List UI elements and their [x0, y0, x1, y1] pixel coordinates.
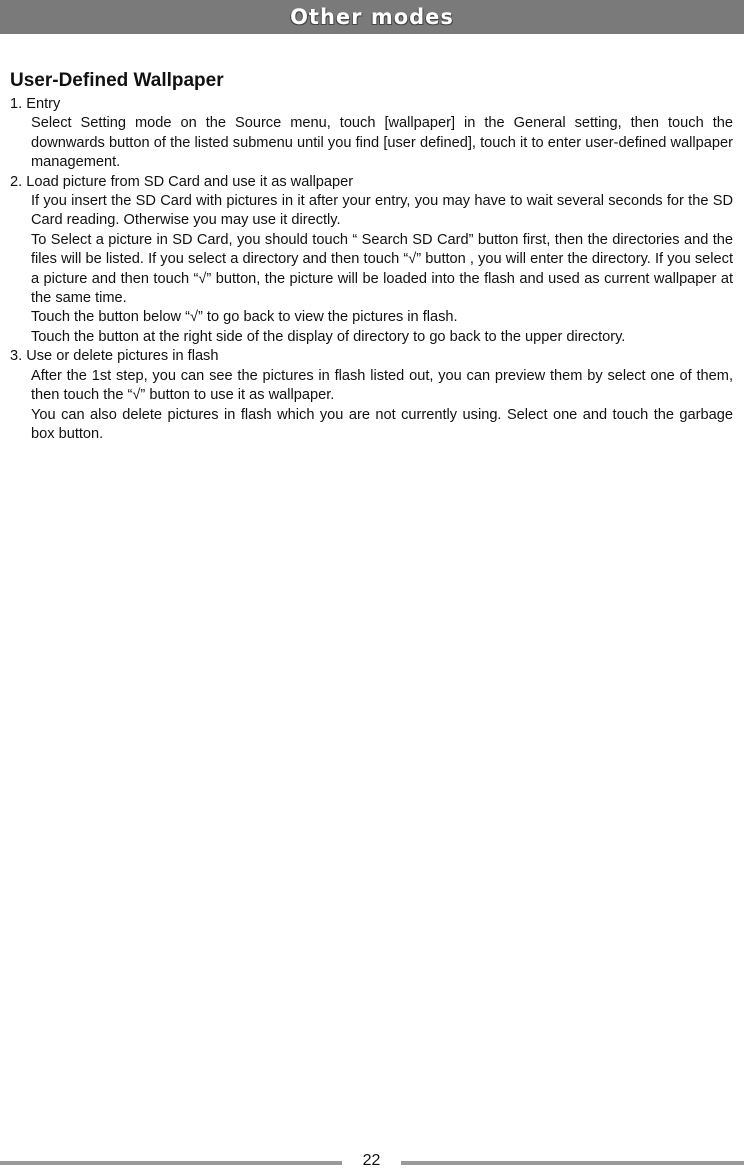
paragraph: If you insert the SD Card with pictures in it after your entry, you may have to wait several seconds for the SD Card reading. Otherwise you may use it directly.: [31, 193, 733, 229]
item-heading: 3. Use or delete pictures in flash: [10, 348, 219, 365]
paragraph: You can also delete pictures in flash which you are not currently using. Select one and touch the garbage box button.: [31, 406, 733, 442]
footer-divider-left: [0, 1161, 342, 1165]
paragraph: After the 1st step, you can see the pictures in flash listed out, you can preview them by select one of them, then touch the “√” button to use it as wallpaper.: [31, 367, 733, 404]
item-heading: 1. Entry: [10, 96, 61, 112]
paragraph: Touch the button at the right side of the display of directory to go back to the upper directory.: [31, 328, 626, 345]
header-bar: [0, 0, 744, 34]
page-header-title: Other modes: [290, 5, 454, 29]
footer-divider-right: [401, 1161, 744, 1165]
item-use-or-delete: [10, 347, 733, 444]
page-number: 22: [362, 1152, 381, 1169]
item-heading: 2. Load picture from SD Card and use it as wallpaper: [10, 173, 354, 190]
paragraph: To Select a picture in SD Card, you should touch “ Search SD Card” button first, then the directories and the files will be listed. If you select a directory and then touch “√” button , you will enter the directory. If you select a picture and then touch “√” button, the picture will be loaded into the flash and used as current wallpaper at the same time.: [31, 231, 733, 307]
paragraph: Touch the button below “√” to go back to view the pictures in flash.: [31, 309, 458, 326]
item-load-from-sd: [10, 173, 733, 348]
section-title: User-Defined Wallpaper: [10, 70, 224, 91]
document-content: [10, 68, 733, 444]
paragraph: Select Setting mode on the Source menu, touch [wallpaper] in the General setting, then touch the downwards button of the listed submenu until you find [user defined], touch it to enter user-defined wallpaper management.: [31, 115, 733, 171]
item-entry: [10, 95, 733, 173]
page-footer: [0, 1150, 744, 1172]
